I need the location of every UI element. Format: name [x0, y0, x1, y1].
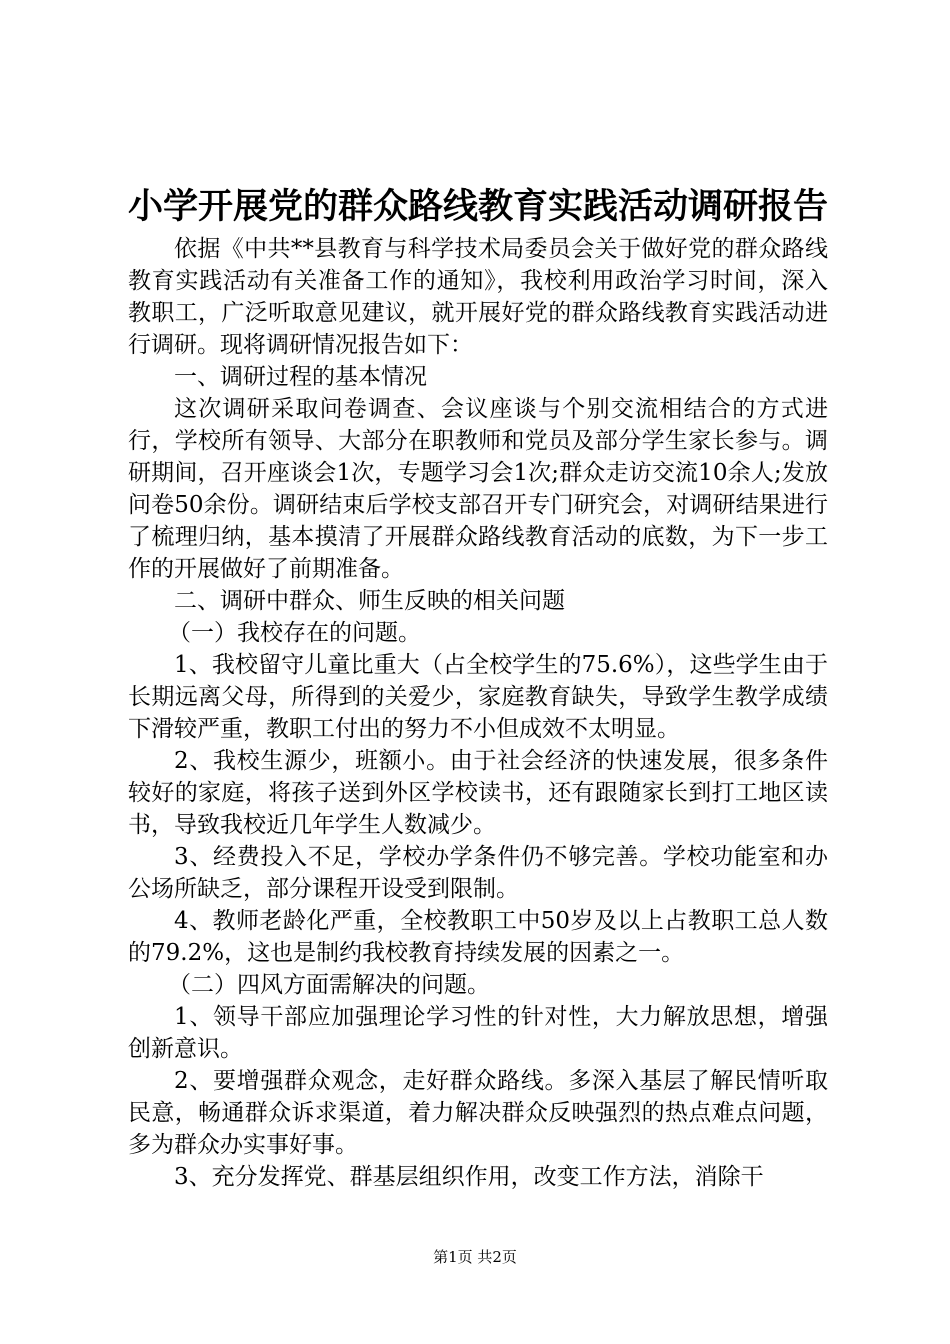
list-item-problem-4: 4、教师老龄化严重，全校教职工中50岁及以上占教职工总人数的79.2%，这也是制约我校教育持续发展的因素之一。 — [128, 908, 828, 966]
page-footer: 第1页 共2页 — [433, 1248, 517, 1266]
paragraph-intro: 依据《中共**县教育与科学技术局委员会关于做好党的群众路线教育实践活动有关准备工作的通知》，我校利用政治学习时间，深入教职工，广泛听取意见建议，就开展好党的群众路线教育实践活动进行调研。现将调研情况报告如下： — [128, 236, 828, 358]
list-item-problem-2: 2、我校生源少，班额小。由于社会经济的快速发展，很多条件较好的家庭，将孩子送到外区学校读书，还有跟随家长到打工地区读书，导致我校近几年学生人数减少。 — [128, 748, 828, 838]
paragraph-process: 这次调研采取问卷调查、会议座谈与个别交流相结合的方式进行，学校所有领导、大部分在职教师和党员及部分学生家长参与。调研期间，召开座谈会1次，专题学习会1次;群众走访交流10余人;发放问卷50余份。调研结束后学校支部召开专门研究会，对调研结果进行了梳理归纳，基本摸清了开展群众路线教育活动的底数，为下一步工作的开展做好了前期准备。 — [128, 396, 828, 582]
document-body — [128, 233, 828, 1193]
subsection-heading-2: （二）四风方面需解决的问题。 — [168, 972, 490, 998]
list-item-issue-2: 2、要增强群众观念，走好群众路线。多深入基层了解民情听取民意，畅通群众诉求渠道，着力解决群众反映强烈的热点难点问题，多为群众办实事好事。 — [128, 1068, 828, 1158]
list-item-issue-3: 3、充分发挥党、群基层组织作用，改变工作方法，消除干 — [174, 1164, 764, 1190]
list-item-issue-1: 1、领导干部应加强理论学习性的针对性，大力解放思想，增强创新意识。 — [128, 1004, 828, 1062]
document-title: 小学开展党的群众路线教育实践活动调研报告 — [128, 186, 829, 227]
section-heading-1: 一、调研过程的基本情况 — [174, 364, 427, 390]
subsection-heading-1: （一）我校存在的问题。 — [168, 620, 421, 646]
list-item-problem-1: 1、我校留守儿童比重大（占全校学生的75.6%），这些学生由于长期远离父母，所得到的关爱少，家庭教育缺失，导致学生教学成绩下滑较严重，教职工付出的努力不小但成效不太明显。 — [128, 652, 828, 742]
list-item-problem-3: 3、经费投入不足，学校办学条件仍不够完善。学校功能室和办公场所缺乏，部分课程开设受到限制。 — [128, 844, 828, 902]
section-heading-2: 二、调研中群众、师生反映的相关问题 — [174, 588, 565, 614]
